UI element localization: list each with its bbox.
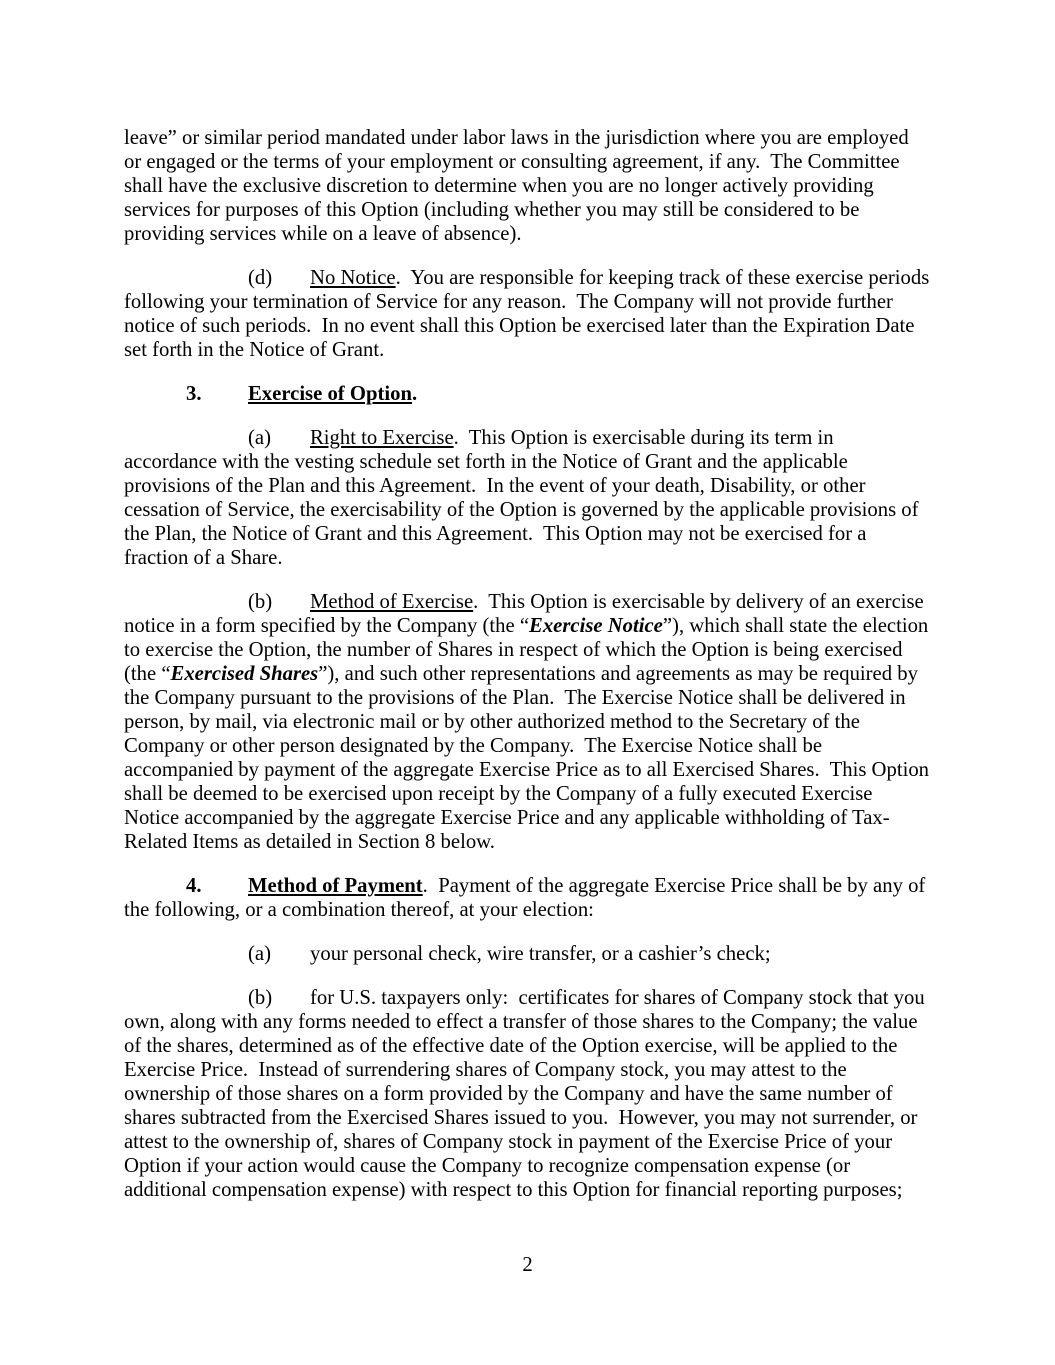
- clause-title: Right to Exercise: [310, 427, 454, 449]
- paragraph-method-of-exercise: [124, 590, 935, 854]
- defined-term-exercise-notice: Exercise Notice: [529, 615, 663, 637]
- section-heading-exercise-of-option: [124, 382, 931, 406]
- clause-text: . This Option is exercisable by delivery of an exercise notice in a form specified by the Company (the “: [124, 591, 929, 637]
- clause-title: No Notice: [310, 267, 396, 289]
- section-heading-method-of-payment: [124, 874, 931, 922]
- section-number: 3.: [186, 383, 202, 405]
- clause-text: for U.S. taxpayers only: certificates for shares of Company stock that you own, along with any forms needed to effect a transfer of those shares to the Company; the value of the shares, determined as of the effective date of the Option exercise, will be applied to the Exercise Price. Instead of surrendering shares of Company stock, you may attest to the ownership of those shares on a form provided by the Company and have the same number of shares subtracted from the Exercised Shares issued to you. However, you may not surrender, or attest to the ownership of, shares of Company stock in payment of the Exercise Price of your Option if your action would cause the Company to recognize compensation expense (or additional compensation expense) with respect to this Option for financial reporting purposes;: [124, 987, 930, 1201]
- paragraph-us-taxpayers: [124, 986, 931, 1202]
- clause-label: (b): [248, 591, 273, 613]
- clause-label: (a): [248, 943, 271, 965]
- clause-text: . This Option is exercisable during its term in accordance with the vesting schedule set forth in the Notice of Grant and the applicable provisions of the Plan and this Agreement. In the event of your death, Disability, or other cessation of Service, the exercisability of the Option is governed by the applicable provisions of the Plan, the Notice of Grant and this Agreement. This Option may not be exercised for a fraction of a Share.: [124, 427, 924, 569]
- paragraph-personal-check: [124, 942, 931, 966]
- section-title: Method of Payment: [248, 875, 423, 897]
- clause-label: (b): [248, 987, 273, 1009]
- clause-text: ”), and such other representations and agreements as may be required by the Company pursuant to the provisions of the Plan. The Exercise Notice shall be delivered in person, by mail, via electronic mail or by other authorized method to the Secretary of the Company or other person designated by the Company. The Exercise Notice shall be accompanied by payment of the aggregate Exercise Price as to all Exercised Shares. This Option shall be deemed to be exercised upon receipt by the Company of a fully executed Exercise Notice accompanied by the aggregate Exercise Price and any applicable withholding of Tax-Related Items as detailed in Section 8 below.: [124, 663, 935, 853]
- section-number: 4.: [186, 875, 202, 897]
- section-title-period: .: [411, 383, 418, 405]
- paragraph-text: leave” or similar period mandated under labor laws in the jurisdiction where you are employed or engaged or the terms of your employment or consulting agreement, if any. The Committee shall have the exclusive discretion to determine when you are no longer actively providing services for purposes of this Option (including whether you may still be considered to be providing services while on a leave of absence).: [124, 127, 914, 245]
- section-title: Exercise of Option: [248, 383, 412, 405]
- paragraph-no-notice: [124, 266, 935, 362]
- document-content: [124, 126, 935, 1222]
- defined-term-exercised-shares: Exercised Shares: [170, 663, 319, 685]
- page-footer: [0, 1253, 1055, 1277]
- page-number: 2: [522, 1254, 533, 1276]
- clause-label: (a): [248, 427, 271, 449]
- section-text: . Payment of the aggregate Exercise Price shall be by any of the following, or a combination thereof, at your election:: [124, 875, 931, 921]
- clause-text: . You are responsible for keeping track of these exercise periods following your termination of Service for any reason. The Company will not provide further notice of such periods. In no event shall this Option be exercised later than the Expiration Date set forth in the Notice of Grant.: [124, 267, 935, 361]
- clause-label: (d): [248, 267, 273, 289]
- paragraph-leave-continuation: [124, 126, 931, 246]
- paragraph-right-to-exercise: [124, 426, 931, 570]
- clause-text: your personal check, wire transfer, or a cashier’s check;: [310, 943, 771, 965]
- clause-title: Method of Exercise: [310, 591, 474, 613]
- clause-text: ”), which shall state the election to exercise the Option, the number of Shares in respect of which the Option is being exercised (the “: [124, 615, 934, 685]
